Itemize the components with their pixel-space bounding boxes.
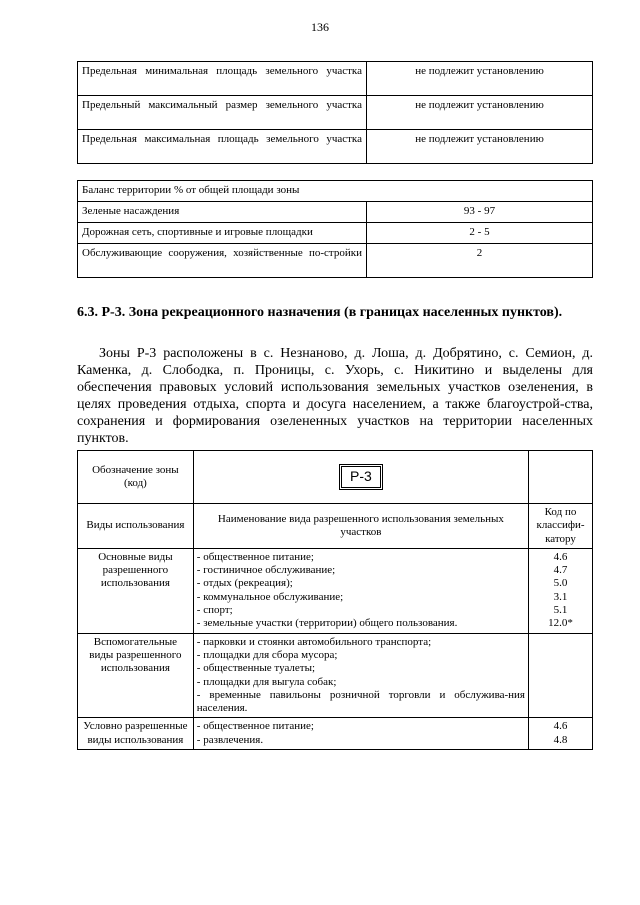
list-item: - гостиничное обслуживание; xyxy=(196,564,336,577)
list-item: - спорт; xyxy=(196,604,233,617)
table-row xyxy=(78,451,593,504)
group-name: Условно разрешенные виды использования xyxy=(78,718,194,750)
table-row xyxy=(78,548,593,633)
group-name: Вспомогательные виды разрешенного использования xyxy=(78,633,194,718)
table-row xyxy=(78,202,593,223)
code-value: 5.0 xyxy=(553,577,568,590)
empty-cell xyxy=(529,451,593,504)
column-header: Код по классифи-катору xyxy=(529,504,593,549)
group-items xyxy=(193,633,528,718)
table-header-row xyxy=(78,181,593,202)
table-row xyxy=(78,96,593,130)
zone-code-box: Р-3 xyxy=(341,466,381,487)
table-cell-value: 2 xyxy=(367,244,593,278)
table-row xyxy=(78,718,593,750)
table-cell-label: Предельная минимальная площадь земельного участка xyxy=(78,62,367,96)
usage-table xyxy=(77,450,593,750)
table-header-row xyxy=(78,504,593,549)
group-codes xyxy=(529,718,593,750)
table-header: Баланс территории % от общей площади зоны xyxy=(78,181,593,202)
table-cell-value: не подлежит установлению xyxy=(367,96,593,130)
list-item: - площадки для выгула собак; xyxy=(196,675,337,688)
group-codes xyxy=(529,633,593,718)
list-item: - парковки и стоянки автомобильного транспорта; xyxy=(196,635,432,648)
section-paragraph: Зоны Р-3 расположены в с. Незнаново, д. Лоша, д. Добрятино, с. Семион, д. Каменка, д. Слободка, п. Проницы, с. Ухорь, с. Никитино и выделены для обеспечения правовых условий использования земельных участков озеленения, в целях проведения отдыха, спорта и досуга населением, а также благоустрой-ства, сохранения и формирования озелененных участков на территории населенных пунктов. xyxy=(77,346,593,446)
list-item: - развлечения. xyxy=(196,733,264,746)
table-cell-value: не подлежит установлению xyxy=(367,130,593,164)
table-cell-label: Зеленые насаждения xyxy=(78,202,367,223)
zone-label-cell: Обозначение зоны (код) xyxy=(78,451,194,504)
section-heading: 6.3. Р-3. Зона рекреационного назначения (в границах населенных пунктов). xyxy=(77,305,563,320)
table-row xyxy=(78,244,593,278)
list-item: - земельные участки (территории) общего пользования. xyxy=(196,617,458,630)
territory-balance-table xyxy=(77,180,593,278)
table-row xyxy=(78,223,593,244)
column-header: Наименование вида разрешенного использования земельных участков xyxy=(193,504,528,549)
code-value: 4.6 xyxy=(553,720,568,733)
code-value: 4.7 xyxy=(553,564,568,577)
table-cell-label: Обслуживающие сооружения, хозяйственные по-стройки xyxy=(78,244,367,278)
code-value: 4.6 xyxy=(553,550,568,563)
list-item: - общественные туалеты; xyxy=(196,662,316,675)
column-header: Виды использования xyxy=(78,504,194,549)
table-cell-value: не подлежит установлению xyxy=(367,62,593,96)
list-item: - общественное питание; xyxy=(196,720,314,733)
group-items xyxy=(193,718,528,750)
code-value: 3.1 xyxy=(553,590,568,603)
table-cell-label: Предельная максимальная площадь земельного участка xyxy=(78,130,367,164)
group-codes xyxy=(529,548,593,633)
table-row xyxy=(78,130,593,164)
parameters-table xyxy=(77,61,593,164)
zone-code-cell xyxy=(193,451,528,504)
code-value: 5.1 xyxy=(553,604,568,617)
list-item: - отдых (рекреация); xyxy=(196,577,293,590)
table-cell-label: Дорожная сеть, спортивные и игровые площадки xyxy=(78,223,367,244)
page-number: 136 xyxy=(311,20,329,34)
table-cell-value: 93 - 97 xyxy=(367,202,593,223)
code-value: 4.8 xyxy=(553,733,568,746)
list-item: - общественное питание; xyxy=(196,550,314,563)
code-value: 12.0* xyxy=(548,617,573,630)
table-row xyxy=(78,62,593,96)
table-cell-label: Предельный максимальный размер земельного участка xyxy=(78,96,367,130)
list-item: - коммунальное обслуживание; xyxy=(196,590,344,603)
group-items xyxy=(193,548,528,633)
table-row xyxy=(78,633,593,718)
list-item: - площадки для сбора мусора; xyxy=(196,648,338,661)
list-item: - временные павильоны розничной торговли и обслужива-ния населения. xyxy=(196,688,525,715)
group-name: Основные виды разрешенного использования xyxy=(78,548,194,633)
table-cell-value: 2 - 5 xyxy=(367,223,593,244)
